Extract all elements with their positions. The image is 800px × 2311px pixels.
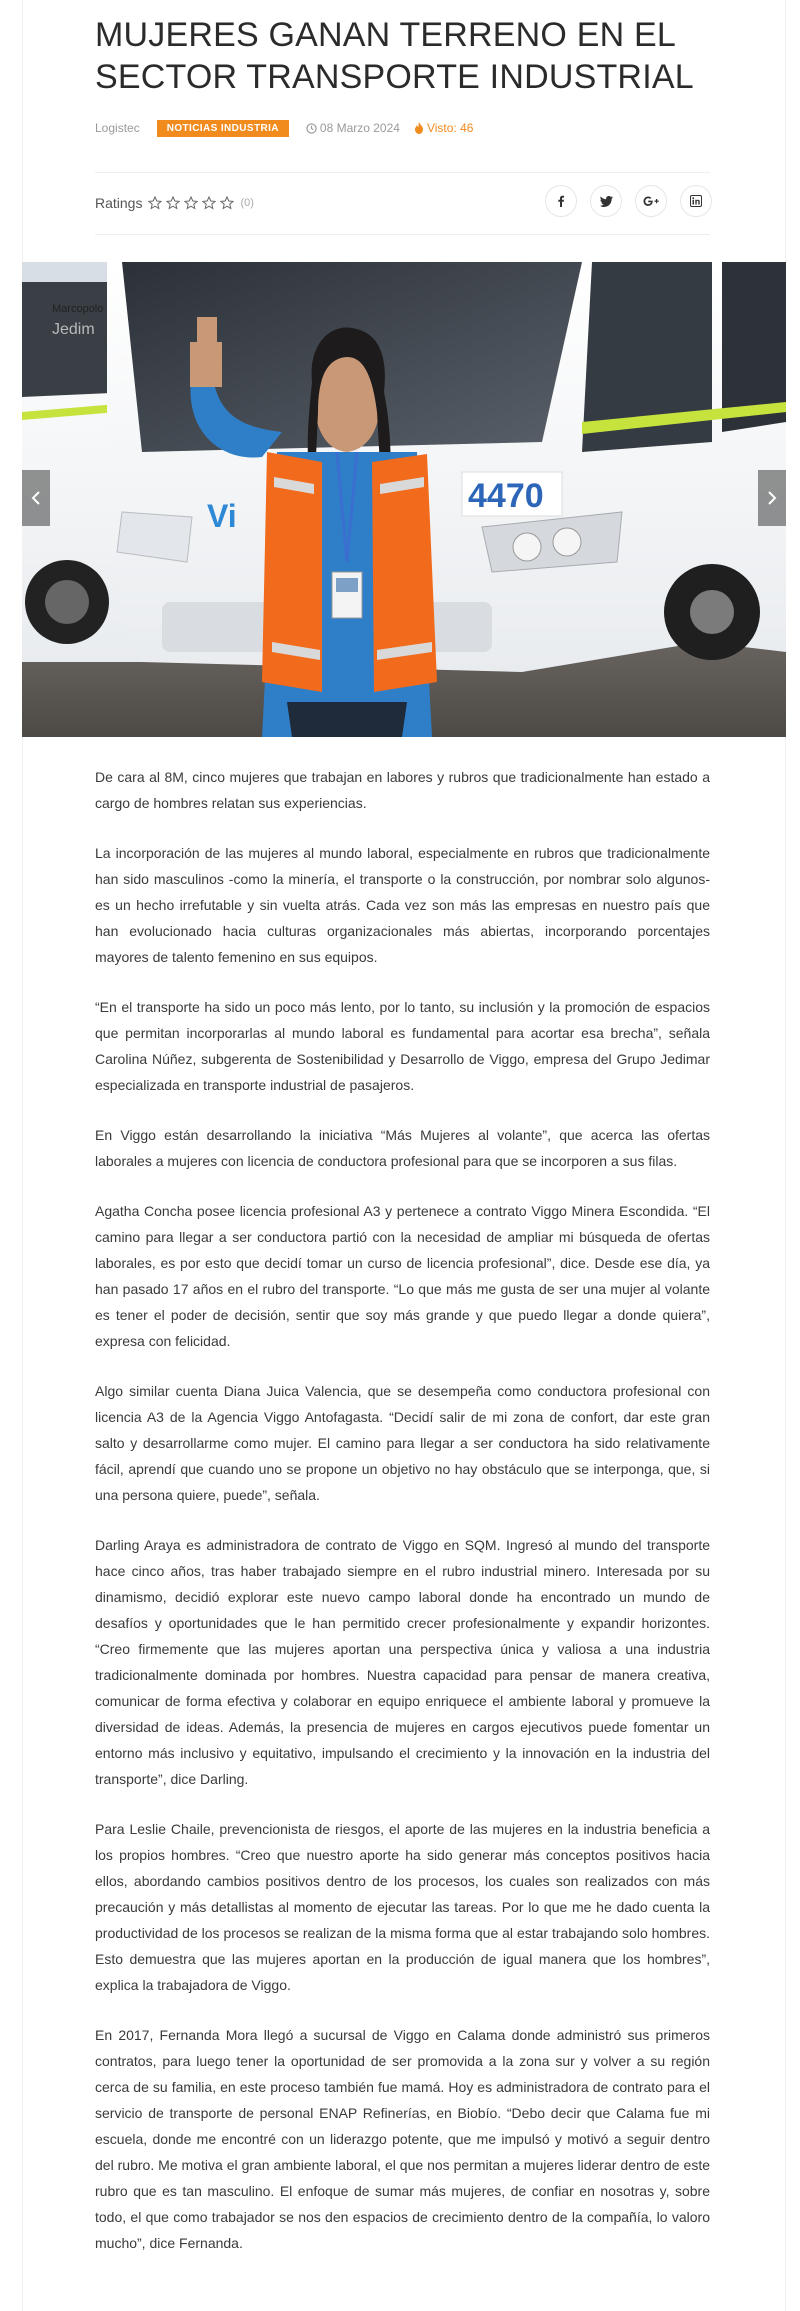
divider-top <box>95 172 710 173</box>
article-paragraph: En Viggo están desarrollando la iniciativa “Más Mujeres al volante”, que acerca las ofertas laborales a mujeres con licencia de conductora profesional para que se incorporen a sus filas. <box>95 1127 710 1169</box>
share-facebook-button[interactable] <box>545 185 577 217</box>
facebook-icon <box>555 195 567 207</box>
article-paragraph: Algo similar cuenta Diana Juica Valencia, que se desempeña como conductora profesional con licencia A3 de la Agencia Viggo Antofagasta. “Decidí salir de mi zona de confort, dar este gran salto y desarrollarme como mujer. El camino para llegar a ser conductora ha sido relativamente fácil, aprendí que cuando uno se propone un objetivo no hay obstáculo que se interponga, que, si una persona quiere, puede”, señala. <box>95 1383 710 1503</box>
article-body <box>95 764 710 2280</box>
views-counter <box>414 121 473 135</box>
article-title: MUJERES GANAN TERRENO EN EL SECTOR TRANSPORTE INDUSTRIAL <box>95 16 694 96</box>
article-date <box>306 121 400 135</box>
article-paragraph: “En el transporte ha sido un poco más lento, por lo tanto, su inclusión y la promoción de espacios que permitan incorporarlas al mundo laboral es fundamental para acortar esa brecha”, señala Carolina Núñez, subgerenta de Sostenibilidad y Desarrollo de Viggo, empresa del Grupo Jedimar especializada en transporte industrial de pasajeros. <box>95 999 710 1093</box>
slider-next-button[interactable] <box>758 470 786 526</box>
article-paragraph: De cara al 8M, cinco mujeres que trabajan en labores y rubros que tradicionalmente han estado a cargo de hombres relatan sus experiencias. <box>95 769 710 811</box>
article-paragraph: En 2017, Fernanda Mora llegó a sucursal de Viggo en Calama donde administró sus primeros contratos, para luego tener la oportunidad de ser promovida a la zona sur y volver a su región cerca de su familia, en este proceso también fue mamá. Hoy es administradora de contrato para el servicio de transporte de personal ENAP Refinerías, en Biobío. “Debo decir que Calama fue mi escuela, donde me encontré con un liderazgo potente, que me impulsó y motivó a seguir dentro del rubro. Me motiva el gran ambiente laboral, el que nos permitan a mujeres liderar dentro de este rubro que es tan masculino. El enfoque de sumar más mujeres, de confiar en nosotras y, sobre todo, el que como trabajador se nos den espacios de crecimiento dentro de la compañía, lo valoro mucho”, dice Fernanda. <box>95 2027 710 2251</box>
star-icon[interactable] <box>202 196 216 210</box>
article-meta <box>95 118 473 138</box>
chevron-right-icon <box>767 491 777 505</box>
bus-number: 4470 <box>468 477 544 515</box>
hero-illustration <box>22 262 786 737</box>
article-paragraph: Darling Araya es administradora de contrato de Viggo en SQM. Ingresó al mundo del transporte hace cinco años, tras haber trabajado siempre en el rubro industrial minero. Interesada por su dinamismo, decidió explorar este nuevo campo laboral donde ha encontrado un mundo de desafíos y oportunidades que le han permitido crecer profesionalmente y expandir horizontes. “Creo firmemente que las mujeres aportan una perspectiva única y valiosa a una industria tradicionalmente dominada por hombres. Nuestra capacidad para pensar de manera creativa, comunicar de forma efectiva y colaborar en equipo enriquece el ambiente laboral y promueve la diversidad de ideas. Además, la presencia de mujeres en cargos ejecutivos puede fomentar un entorno más inclusivo y equitativo, impulsando el crecimiento y la innovación en la industria del transporte”, dice Darling. <box>95 1537 710 1787</box>
share-twitter-button[interactable] <box>590 185 622 217</box>
linkedin-icon <box>690 195 702 207</box>
google-plus-icon <box>643 196 659 207</box>
share-buttons <box>545 185 712 217</box>
bus-side-left: Jedim <box>52 321 95 338</box>
bus-logo: Vi <box>207 498 237 534</box>
star-icon[interactable] <box>184 196 198 210</box>
author-link[interactable]: Logistec <box>95 121 140 135</box>
star-icon[interactable] <box>148 196 162 210</box>
share-linkedin-button[interactable] <box>680 185 712 217</box>
twitter-icon <box>600 196 613 207</box>
article-paragraph: La incorporación de las mujeres al mundo laboral, especialmente en rubros que tradicionalmente han sido masculinos -como la minería, el transporte o la construcción, por nombrar solo algunos- es un hecho irrefutable y sin vuelta atrás. Cada vez son más las empresas en nuestro país que han evolucionado hacia culturas organizacionales más abiertas, incorporando porcentajes mayores de talento femenino en sus equipos. <box>95 845 710 965</box>
article-paragraph: Para Leslie Chaile, prevencionista de riesgos, el aporte de las mujeres en la industria beneficia a los propios hombres. “Creo que nuestro aporte ha sido generar más conceptos positivos hacia ellos, abordando cambios positivos dentro de los procesos, los cuales son realizados con más precaución y más detallistas al momento de ejecutar las tareas. Por lo que me he dado cuenta la productividad de los procesos se realizan de la misma forma que al estar trabajando solo hombres. Esto demuestra que las mujeres aportan en la producción de igual manera que los hombres”, explica la trabajadora de Viggo. <box>95 1821 710 1993</box>
divider-bottom <box>95 234 710 235</box>
chevron-left-icon <box>31 491 41 505</box>
clock-icon <box>306 123 317 134</box>
hero-image <box>22 262 786 737</box>
star-icon[interactable] <box>166 196 180 210</box>
share-google-plus-button[interactable] <box>635 185 667 217</box>
slider-prev-button[interactable] <box>22 470 50 526</box>
category-badge[interactable]: NOTICIAS INDUSTRIA <box>157 120 289 137</box>
ratings-count: (0) <box>240 197 254 209</box>
ratings <box>95 192 254 214</box>
date-text: 08 Marzo 2024 <box>319 121 400 135</box>
fire-icon <box>414 122 424 134</box>
star-icon[interactable] <box>220 196 234 210</box>
rating-stars <box>148 196 238 210</box>
views-text: Visto: 46 <box>426 121 474 135</box>
article-paragraph: Agatha Concha posee licencia profesional A3 y pertenece a contrato Viggo Minera Escondida. “El camino para llegar a ser conductora partió con la necesidad de ampliar mi búsqueda de ofertas laborales, es por esto que decidí tomar un curso de licencia profesional”, dice. Desde ese día, ya han pasado 17 años en el rubro del transporte. “Lo que más me gusta de ser una mujer al volante es tener el poder de decisión, sentir que soy más grande y que puedo llegar a donde quiera”, expresa con felicidad. <box>95 1203 710 1349</box>
ratings-label: Ratings <box>95 195 143 211</box>
bus-brand-left: Marcopolo <box>52 303 104 315</box>
